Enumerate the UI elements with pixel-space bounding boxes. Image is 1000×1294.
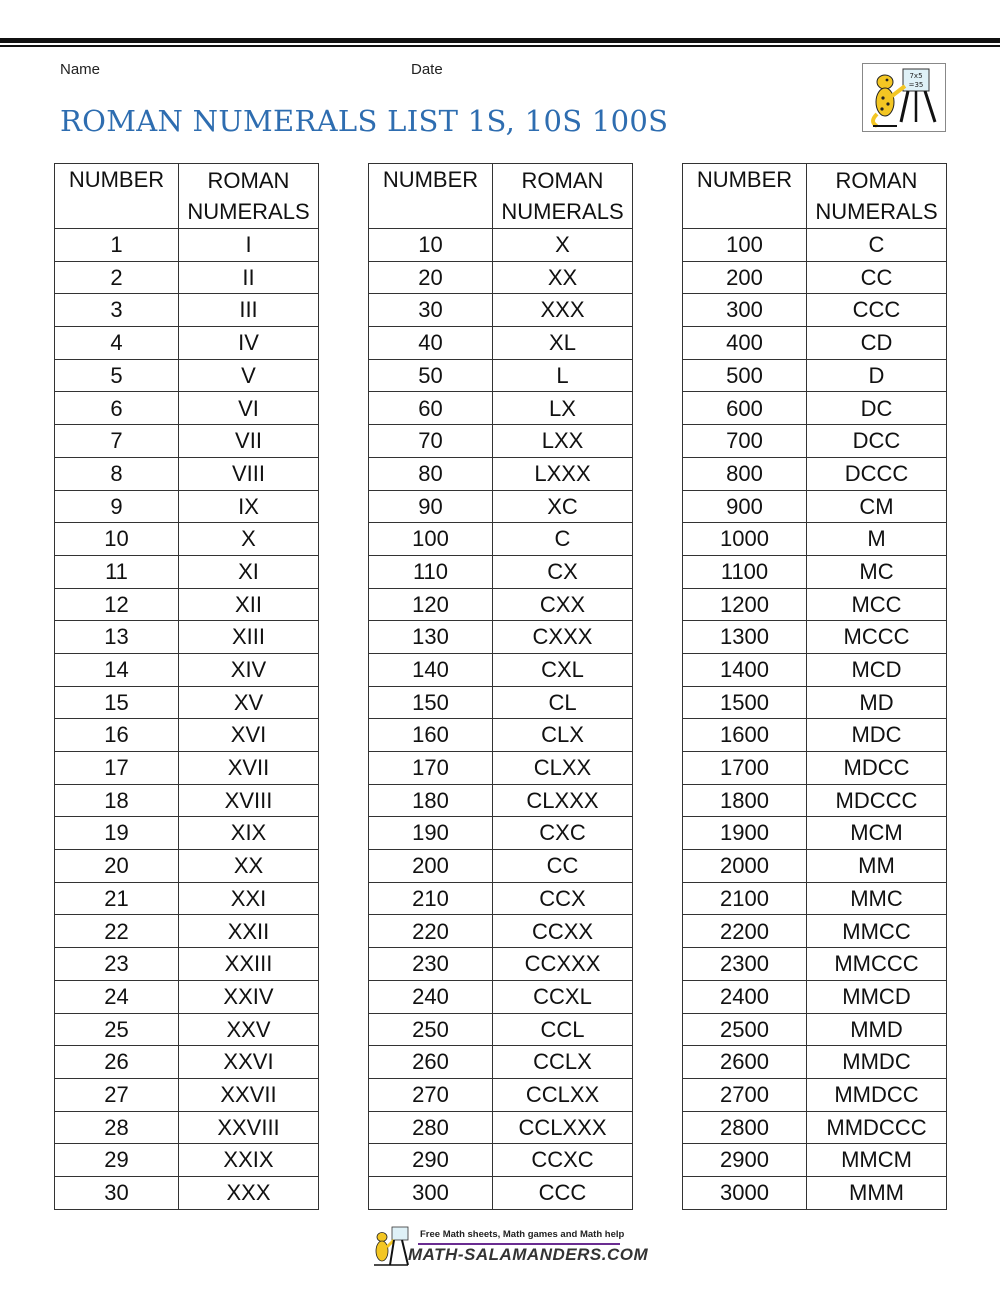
number-cell: 21 (55, 882, 179, 915)
table-row (369, 882, 633, 915)
table-row (369, 425, 633, 458)
number-cell: 29 (55, 1144, 179, 1177)
table-row (369, 915, 633, 948)
number-cell: 1300 (683, 621, 807, 654)
roman-cell: XXVI (179, 1046, 319, 1079)
table-row (55, 588, 319, 621)
board-text-2: =35 (908, 81, 924, 89)
roman-header: ROMAN NUMERALS (493, 164, 633, 229)
roman-cell: C (807, 229, 947, 262)
number-cell: 270 (369, 1078, 493, 1111)
table-header-row (683, 164, 947, 229)
number-cell: 17 (55, 752, 179, 785)
footer-tagline: Free Math sheets, Math games and Math help (420, 1229, 625, 1240)
number-cell: 3 (55, 294, 179, 327)
roman-cell: MMDC (807, 1046, 947, 1079)
table-row (55, 1144, 319, 1177)
number-cell: 4 (55, 327, 179, 360)
table-row (683, 490, 947, 523)
number-cell: 180 (369, 784, 493, 817)
number-cell: 3000 (683, 1176, 807, 1209)
table-row (683, 719, 947, 752)
number-cell: 13 (55, 621, 179, 654)
number-cell: 25 (55, 1013, 179, 1046)
table-row (683, 359, 947, 392)
roman-cell: MDCC (807, 752, 947, 785)
roman-cell: XX (493, 261, 633, 294)
roman-cell: CCXC (493, 1144, 633, 1177)
number-cell: 30 (55, 1176, 179, 1209)
table-header-row (369, 164, 633, 229)
roman-cell: MDC (807, 719, 947, 752)
table-row (369, 555, 633, 588)
roman-cell: XXVII (179, 1078, 319, 1111)
roman-cell: XXVIII (179, 1111, 319, 1144)
roman-cell: XIX (179, 817, 319, 850)
table-row (369, 850, 633, 883)
number-cell: 260 (369, 1046, 493, 1079)
table-row (683, 457, 947, 490)
number-cell: 1800 (683, 784, 807, 817)
number-cell: 8 (55, 457, 179, 490)
number-cell: 2400 (683, 980, 807, 1013)
table-row (683, 752, 947, 785)
number-cell: 6 (55, 392, 179, 425)
number-cell: 30 (369, 294, 493, 327)
number-cell: 24 (55, 980, 179, 1013)
roman-cell: MMC (807, 882, 947, 915)
number-cell: 700 (683, 425, 807, 458)
roman-cell: XXX (493, 294, 633, 327)
number-cell: 40 (369, 327, 493, 360)
table-row (369, 1111, 633, 1144)
roman-cell: V (179, 359, 319, 392)
number-cell: 2600 (683, 1046, 807, 1079)
roman-cell: XV (179, 686, 319, 719)
table-row (55, 850, 319, 883)
roman-cell: CXXX (493, 621, 633, 654)
number-cell: 120 (369, 588, 493, 621)
roman-cell: MCC (807, 588, 947, 621)
table-row (369, 784, 633, 817)
table-row (683, 1046, 947, 1079)
number-cell: 600 (683, 392, 807, 425)
number-cell: 230 (369, 948, 493, 981)
number-cell: 12 (55, 588, 179, 621)
table-row (369, 392, 633, 425)
roman-cell: X (493, 229, 633, 262)
roman-cell: LXX (493, 425, 633, 458)
footer-salamander-icon (370, 1225, 410, 1269)
roman-cell: MDCCC (807, 784, 947, 817)
roman-cell: MMCM (807, 1144, 947, 1177)
number-cell: 1600 (683, 719, 807, 752)
roman-cell: XVII (179, 752, 319, 785)
table-row (683, 882, 947, 915)
roman-cell: VI (179, 392, 319, 425)
page-title: ROMAN NUMERALS LIST 1S, 10S 100S (60, 104, 669, 138)
number-cell: 500 (683, 359, 807, 392)
roman-cell: DC (807, 392, 947, 425)
footer-brand-text: MATH-SALAMANDERS.COM (408, 1245, 649, 1264)
table-row (369, 490, 633, 523)
roman-cell: XL (493, 327, 633, 360)
number-cell: 800 (683, 457, 807, 490)
roman-cell: CCL (493, 1013, 633, 1046)
table-row (55, 555, 319, 588)
number-cell: 160 (369, 719, 493, 752)
number-cell: 130 (369, 621, 493, 654)
roman-cell: XXIV (179, 980, 319, 1013)
salamander-teacher-icon (863, 64, 945, 131)
number-cell: 2 (55, 261, 179, 294)
roman-cell: CCLX (493, 1046, 633, 1079)
roman-cell: XXIII (179, 948, 319, 981)
roman-cell: CXC (493, 817, 633, 850)
table-row (369, 1176, 633, 1209)
roman-cell: L (493, 359, 633, 392)
number-cell: 250 (369, 1013, 493, 1046)
date-label: Date (411, 61, 443, 78)
number-cell: 2500 (683, 1013, 807, 1046)
number-cell: 290 (369, 1144, 493, 1177)
name-label: Name (60, 61, 101, 78)
roman-table-ones (54, 163, 319, 1210)
table-row (55, 294, 319, 327)
number-cell: 1100 (683, 555, 807, 588)
number-cell: 150 (369, 686, 493, 719)
number-cell: 90 (369, 490, 493, 523)
table-row (55, 817, 319, 850)
table-row (683, 392, 947, 425)
table-row (683, 425, 947, 458)
number-cell: 9 (55, 490, 179, 523)
table-row (55, 882, 319, 915)
roman-cell: MMCCC (807, 948, 947, 981)
roman-cell: XIV (179, 653, 319, 686)
number-cell: 210 (369, 882, 493, 915)
table-row (369, 621, 633, 654)
roman-cell: CC (493, 850, 633, 883)
roman-cell: CLXX (493, 752, 633, 785)
table-row (683, 523, 947, 556)
roman-cell: MCM (807, 817, 947, 850)
number-cell: 240 (369, 980, 493, 1013)
number-cell: 28 (55, 1111, 179, 1144)
roman-cell: CCXX (493, 915, 633, 948)
table-row (683, 653, 947, 686)
roman-cell: MMCD (807, 980, 947, 1013)
number-cell: 1000 (683, 523, 807, 556)
roman-cell: CL (493, 686, 633, 719)
table-row (369, 294, 633, 327)
number-cell: 27 (55, 1078, 179, 1111)
number-cell: 190 (369, 817, 493, 850)
number-cell: 60 (369, 392, 493, 425)
table-row (683, 1013, 947, 1046)
table-row (369, 327, 633, 360)
table-row (55, 784, 319, 817)
number-cell: 80 (369, 457, 493, 490)
roman-cell: XXX (179, 1176, 319, 1209)
number-cell: 7 (55, 425, 179, 458)
roman-cell: CM (807, 490, 947, 523)
table-row (369, 1046, 633, 1079)
table-row (55, 915, 319, 948)
table-row (55, 752, 319, 785)
roman-cell: CCXL (493, 980, 633, 1013)
number-cell: 50 (369, 359, 493, 392)
roman-cell: XXI (179, 882, 319, 915)
table-row (369, 1078, 633, 1111)
roman-cell: M (807, 523, 947, 556)
roman-cell: MMCC (807, 915, 947, 948)
table-row (683, 1078, 947, 1111)
roman-header: ROMAN NUMERALS (807, 164, 947, 229)
number-cell: 22 (55, 915, 179, 948)
table-row (55, 948, 319, 981)
top-rule-thin (0, 45, 1000, 47)
table-row (683, 1176, 947, 1209)
table-row (369, 980, 633, 1013)
number-cell: 300 (369, 1176, 493, 1209)
roman-cell: D (807, 359, 947, 392)
number-cell: 15 (55, 686, 179, 719)
roman-cell: I (179, 229, 319, 262)
number-cell: 10 (55, 523, 179, 556)
number-cell: 400 (683, 327, 807, 360)
number-cell: 2100 (683, 882, 807, 915)
table-row (55, 621, 319, 654)
roman-cell: XC (493, 490, 633, 523)
table-row (369, 817, 633, 850)
table-row (55, 1078, 319, 1111)
table-header-row (55, 164, 319, 229)
table-row (683, 294, 947, 327)
number-cell: 1 (55, 229, 179, 262)
roman-cell: MMD (807, 1013, 947, 1046)
roman-cell: XVIII (179, 784, 319, 817)
table-row (369, 719, 633, 752)
roman-cell: XI (179, 555, 319, 588)
table-row (683, 686, 947, 719)
roman-cell: CCXXX (493, 948, 633, 981)
roman-cell: IX (179, 490, 319, 523)
roman-cell: CCC (807, 294, 947, 327)
table-row (683, 621, 947, 654)
roman-cell: XXIX (179, 1144, 319, 1177)
roman-cell: DCC (807, 425, 947, 458)
number-cell: 14 (55, 653, 179, 686)
roman-cell: LX (493, 392, 633, 425)
number-cell: 100 (369, 523, 493, 556)
roman-cell: MMDCC (807, 1078, 947, 1111)
number-cell: 200 (369, 850, 493, 883)
table-row (55, 457, 319, 490)
number-header: NUMBER (683, 164, 807, 229)
table-row (55, 686, 319, 719)
number-cell: 900 (683, 490, 807, 523)
number-cell: 2900 (683, 1144, 807, 1177)
roman-cell: XII (179, 588, 319, 621)
roman-cell: XX (179, 850, 319, 883)
number-cell: 2300 (683, 948, 807, 981)
roman-cell: CCLXXX (493, 1111, 633, 1144)
number-cell: 5 (55, 359, 179, 392)
number-cell: 20 (55, 850, 179, 883)
table-row (55, 1176, 319, 1209)
table-row (369, 948, 633, 981)
table-row (683, 1111, 947, 1144)
number-cell: 1200 (683, 588, 807, 621)
table-row (683, 915, 947, 948)
table-row (55, 1111, 319, 1144)
table-row (683, 850, 947, 883)
number-cell: 1400 (683, 653, 807, 686)
number-header: NUMBER (55, 164, 179, 229)
roman-cell: MMM (807, 1176, 947, 1209)
table-row (55, 719, 319, 752)
number-cell: 11 (55, 555, 179, 588)
roman-cell: XVI (179, 719, 319, 752)
table-row (369, 457, 633, 490)
roman-cell: CLXXX (493, 784, 633, 817)
number-cell: 2200 (683, 915, 807, 948)
table-row (55, 1046, 319, 1079)
roman-table-hundreds (682, 163, 947, 1210)
roman-cell: VII (179, 425, 319, 458)
footer-brand-banner (370, 1223, 649, 1271)
table-row (55, 490, 319, 523)
table-row (369, 229, 633, 262)
number-cell: 220 (369, 915, 493, 948)
table-row (55, 359, 319, 392)
roman-cell: XXV (179, 1013, 319, 1046)
number-cell: 26 (55, 1046, 179, 1079)
number-cell: 2800 (683, 1111, 807, 1144)
roman-cell: CD (807, 327, 947, 360)
roman-cell: CXX (493, 588, 633, 621)
table-row (55, 653, 319, 686)
number-cell: 18 (55, 784, 179, 817)
roman-cell: CX (493, 555, 633, 588)
table-row (369, 261, 633, 294)
number-cell: 2700 (683, 1078, 807, 1111)
roman-cell: MD (807, 686, 947, 719)
number-cell: 300 (683, 294, 807, 327)
table-row (55, 229, 319, 262)
number-cell: 16 (55, 719, 179, 752)
table-row (369, 686, 633, 719)
table-row (369, 1013, 633, 1046)
table-row (683, 784, 947, 817)
roman-cell: MCCC (807, 621, 947, 654)
roman-cell: DCCC (807, 457, 947, 490)
roman-table-tens (368, 163, 633, 1210)
table-row (683, 980, 947, 1013)
board-text-1: 7x5 (909, 72, 923, 80)
table-row (55, 1013, 319, 1046)
table-row (369, 359, 633, 392)
roman-cell: III (179, 294, 319, 327)
number-cell: 10 (369, 229, 493, 262)
roman-cell: II (179, 261, 319, 294)
number-cell: 100 (683, 229, 807, 262)
roman-cell: CCX (493, 882, 633, 915)
roman-cell: MC (807, 555, 947, 588)
table-row (55, 261, 319, 294)
roman-cell: CCLXX (493, 1078, 633, 1111)
number-cell: 19 (55, 817, 179, 850)
roman-cell: IV (179, 327, 319, 360)
roman-cell: C (493, 523, 633, 556)
number-header: NUMBER (369, 164, 493, 229)
roman-header: ROMAN NUMERALS (179, 164, 319, 229)
number-cell: 70 (369, 425, 493, 458)
top-rule-thick (0, 38, 1000, 43)
table-row (683, 555, 947, 588)
roman-cell: MMDCCC (807, 1111, 947, 1144)
roman-cell: X (179, 523, 319, 556)
table-row (683, 948, 947, 981)
number-cell: 1500 (683, 686, 807, 719)
table-row (369, 588, 633, 621)
roman-cell: VIII (179, 457, 319, 490)
number-cell: 1700 (683, 752, 807, 785)
roman-cell: CCC (493, 1176, 633, 1209)
roman-cell: MM (807, 850, 947, 883)
number-cell: 170 (369, 752, 493, 785)
roman-cell: MCD (807, 653, 947, 686)
number-cell: 200 (683, 261, 807, 294)
roman-cell: LXXX (493, 457, 633, 490)
table-row (369, 752, 633, 785)
number-cell: 1900 (683, 817, 807, 850)
number-cell: 20 (369, 261, 493, 294)
table-row (369, 523, 633, 556)
table-row (55, 523, 319, 556)
number-cell: 23 (55, 948, 179, 981)
table-row (369, 1144, 633, 1177)
number-cell: 2000 (683, 850, 807, 883)
table-row (683, 229, 947, 262)
table-row (683, 1144, 947, 1177)
table-row (55, 327, 319, 360)
table-row (55, 425, 319, 458)
roman-cell: XXII (179, 915, 319, 948)
roman-cell: CXL (493, 653, 633, 686)
number-cell: 140 (369, 653, 493, 686)
roman-cell: CC (807, 261, 947, 294)
table-row (683, 327, 947, 360)
roman-cell: XIII (179, 621, 319, 654)
salamander-logo (862, 63, 946, 132)
table-row (55, 980, 319, 1013)
roman-cell: CLX (493, 719, 633, 752)
table-row (683, 817, 947, 850)
table-row (369, 653, 633, 686)
table-row (55, 392, 319, 425)
table-row (683, 588, 947, 621)
table-row (683, 261, 947, 294)
number-cell: 110 (369, 555, 493, 588)
number-cell: 280 (369, 1111, 493, 1144)
